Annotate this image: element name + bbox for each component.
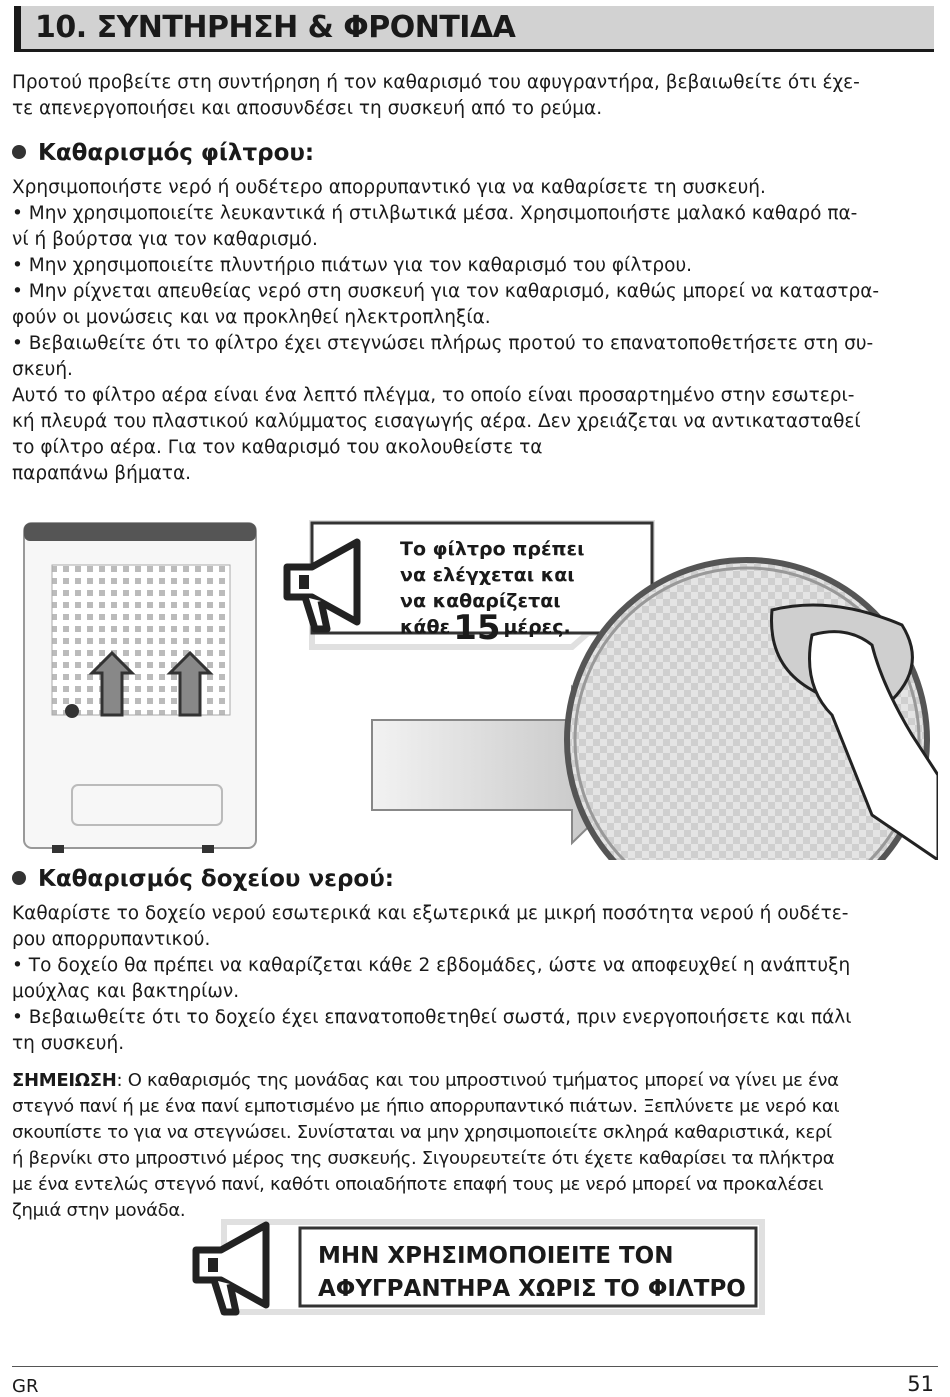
bullet-dot: [12, 871, 26, 885]
filter-paragraph: Χρησιμοποιήστε νερό ή ουδέτερο απορρυπαντικό για να καθαρίσετε τη συσκευή. • Μην χρησιμοποιείτε λευκαντικά ή στιλβωτικά μέσα. Χρησιμοποιήστε μαλακό καθαρό πα- νί ή βούρτσα για τον καθαρισμό. • Μην χρησιμοποιείτε πλυντήριο πιάτων για τον καθαρισμό του φίλτρου. • Μην ρίχνεται απευθείας νερό στη συσκευή για τον καθαρισμό, καθώς μπορεί να καταστρα- φούν οι μονώσεις και να προκληθεί ηλεκτροπληξία. • Βεβαιωθείτε ότι το φίλτρο έχει στεγνώσει πλήρως προτού το επανατοποθετήσετε στη συ- σκευή. Αυτό το φίλτρο αέρα είναι ένα λεπτό πλέγμα, το οποίο είναι προσαρτημένο στην εσωτερι- κή πλευρά του πλαστικού καλύμματος εισαγωγής αέρα. Δεν χρειάζεται να αντικατασταθεί το φίλτρο αέρα. Για τον καθαρισμό του ακολουθείστε τα παραπάνω βήματα.: [12, 177, 880, 484]
note-paragraph: ΣΗΜΕΙΩΣΗ: Ο καθαρισμός της μονάδας και του μπροστινού τμήματος μπορεί να γίνει με ένα στεγνό πανί ή με ένα πανί εμποτισμένο με ήπιο απορρυπαντικό πιάτων. Ξεπλύνετε με νερό και σκουπίστε το για να στεγνώσει. Συνίσταται να μην χρησιμοποιείτε σκληρά καθαριστικά, κερί ή βερνίκι στο μπροστινό μέρος της συσκευής. Σιγουρευτείτε ότι έχετε καθαρίσει τα πλήκτρα με ένα εντελώς στεγνό πανί, καθότι οποιαδήποτε επαφή τους με νερό μπορεί να προκαλέσει ζημιά στην μονάδα.: [12, 1070, 840, 1221]
note-label: ΣΗΜΕΙΩΣΗ: [12, 1070, 117, 1091]
page-title: 10. ΣΥΝΤΗΡΗΣΗ & ΦΡΟΝΤΙΔΑ: [35, 10, 516, 45]
footer-language: GR: [12, 1376, 39, 1397]
footer-divider: [12, 1366, 938, 1367]
section-title-bar: [14, 6, 934, 52]
bullet-dot: [12, 145, 26, 159]
warning-text: ΜΗΝ ΧΡΗΣΙΜΟΠΟΙΕΙΤΕ ΤΟΝ ΑΦΥΓΡΑΝΤΗΡΑ ΧΩΡΙΣ ΤΟ ΦΙΛΤΡΟ: [318, 1243, 746, 1302]
tank-paragraph: Καθαρίστε το δοχείο νερού εσωτερικά και εξωτερικά με μικρή ποσότητα νερού ή ουδέτε- ρου απορρυπαντικού. • Το δοχείο θα πρέπει να καθαρίζεται κάθε 2 εβδομάδες, ώστε να αποφευχθεί η ανάπτυξη μούχλας και βακτηρίων. • Βεβαιωθείτε ότι το δοχείο έχει επανατοποθετηθεί σωστά, πριν ενεργοποιήσετε και πάλι τη συσκευή.: [12, 903, 852, 1054]
filter-heading: Καθαρισμός φίλτρου:: [12, 140, 314, 166]
days-number: 15: [453, 608, 501, 648]
dehumidifier-icon: [24, 523, 256, 853]
filter-callout-text: Το φίλτρο πρέπει να ελέγχεται και να καθαρίζεται κάθε15 μέρες.: [400, 538, 585, 648]
intro-paragraph: Προτού προβείτε στη συντήρηση ή τον καθαρισμό του αφυγραντήρα, βεβαιωθείτε ότι έχε- τε απενεργοποιήσει και αποσυνδέσει τη συσκευή από το ρεύμα.: [12, 72, 860, 119]
page-number: 51: [907, 1372, 934, 1396]
tank-heading: Καθαρισμός δοχείου νερού:: [12, 866, 394, 892]
